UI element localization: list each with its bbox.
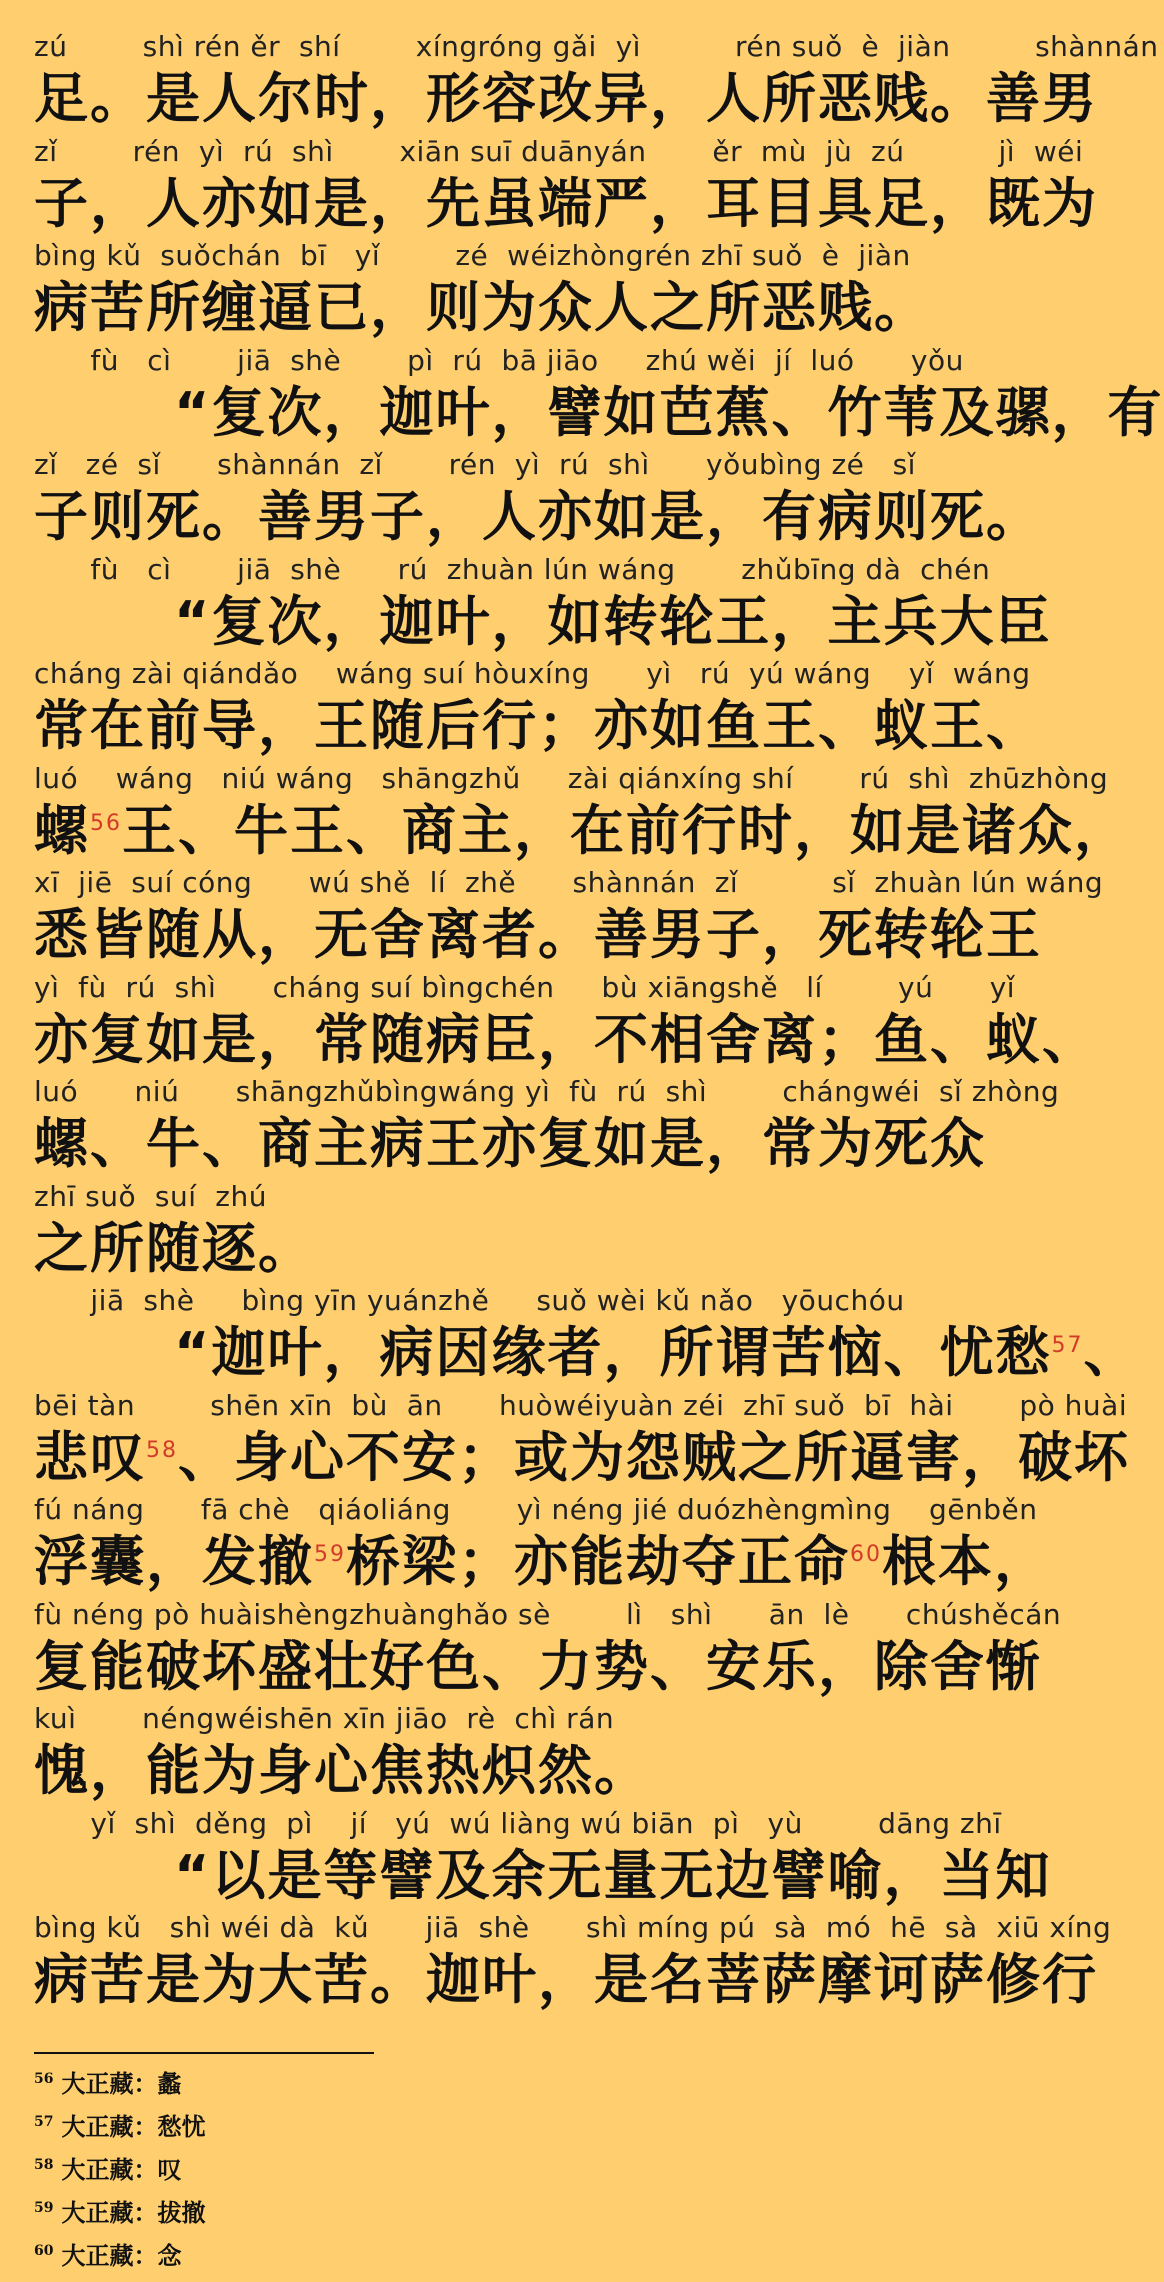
pinyin-line: zú shì rén ěr shí xíngróng gǎi yì rén suǒ è jiàn shànnán	[34, 30, 1159, 63]
hanzi-text: 浮囊，发撤	[34, 1530, 314, 1593]
hanzi-text: 、	[1083, 1321, 1140, 1384]
footnote-number: 60	[34, 2243, 54, 2259]
hanzi-text: “复次，迦叶，如转轮王，主兵大臣	[174, 589, 1052, 653]
pinyin-line: luó wáng niú wáng shāngzhǔ zài qiánxíng shí rú shì zhūzhòng	[34, 761, 1109, 795]
hanzi-line	[34, 695, 1046, 757]
text-line	[34, 1806, 1052, 1909]
text-line	[34, 970, 1098, 1073]
text-line	[34, 1388, 1130, 1491]
pinyin-line: zǐ rén yì rú shì xiān suī duānyán ěr mù jù zú jì wéi	[34, 134, 1084, 168]
text-line	[34, 134, 1098, 237]
text-line	[34, 1493, 1050, 1595]
hanzi-line	[34, 1948, 1098, 2011]
text-line	[34, 1597, 1062, 1700]
footnote-ref[interactable]: 57	[1051, 1333, 1084, 1358]
pinyin-line: zǐ zé sǐ shànnán zǐ rén yì rú shì yǒubìng zé sǐ	[34, 448, 916, 481]
hanzi-line	[34, 1425, 1130, 1489]
hanzi-line	[34, 171, 1098, 235]
text-line	[34, 1702, 1046, 1804]
footnote-number: 59	[34, 2200, 54, 2216]
pinyin-line: fù cì jiā shè rú zhuàn lún wáng zhǔbīng dà chén	[34, 552, 991, 586]
hanzi-line	[34, 380, 1164, 444]
footnote-item	[34, 2232, 634, 2275]
hanzi-text: 桥梁；亦能劫夺正命	[346, 1530, 850, 1593]
hanzi-line	[34, 67, 1098, 130]
pinyin-line: yì fù rú shì cháng suí bìngchén bù xiāngshě lí yú yǐ	[34, 970, 1016, 1004]
hanzi-text: 子，人亦如是，先虽端严，耳目具足，既为	[34, 171, 1098, 235]
footnotes	[34, 2060, 634, 2275]
pinyin-line: zhī suǒ suí zhú	[34, 1179, 267, 1213]
footnote-item	[34, 2060, 634, 2103]
footnote-ref[interactable]: 58	[146, 1437, 178, 1463]
hanzi-text: 悲叹	[34, 1425, 146, 1489]
footnote-item	[34, 2189, 634, 2232]
pinyin-line: jiā shè bìng yīn yuánzhě suǒ wèi kǔ nǎo yōuchóu	[34, 1284, 905, 1317]
pinyin-line: kuì néngwéishēn xīn jiāo rè chì rán	[34, 1702, 615, 1735]
hanzi-line	[34, 904, 1046, 966]
footnote-text: 大正藏：念	[61, 2241, 182, 2270]
footnote-item	[34, 2146, 634, 2189]
pinyin-line: bìng kǔ suǒchán bī yǐ zé wéizhòngrén zhī suǒ è jiàn	[34, 239, 911, 272]
hanzi-line	[34, 1218, 1046, 1280]
hanzi-text: 螺、牛、商主病王亦复如是，常为死众	[34, 1112, 986, 1175]
text-line	[34, 657, 1046, 759]
text-line	[34, 343, 1164, 446]
pinyin-line: cháng zài qiándǎo wáng suí hòuxíng yì rú yú wáng yǐ wáng	[34, 657, 1031, 690]
hanzi-line	[34, 1530, 1050, 1593]
text-line	[34, 761, 1130, 864]
hanzi-line	[34, 1321, 1140, 1384]
hanzi-text: 、身心不安；或为怨贼之所逼害，破坏	[178, 1425, 1130, 1489]
footnote-divider	[34, 2052, 374, 2054]
footnote-text: 大正藏：拔撤	[61, 2198, 206, 2227]
text-line	[34, 1180, 1046, 1282]
hanzi-text: 根本，	[882, 1530, 1050, 1593]
hanzi-text: 愧，能为身心焦热炽然。	[34, 1739, 650, 1802]
hanzi-line	[34, 277, 1046, 339]
pinyin-line: fù cì jiā shè pì rú bā jiāo zhú wěi jí luó yǒu	[34, 343, 964, 377]
pinyin-line: fù néng pò huàishèngzhuànghǎo sè lì shì ān lè chúshěcán	[34, 1597, 1062, 1631]
hanzi-line	[34, 1740, 1046, 1802]
hanzi-text: “迦叶，病因缘者，所谓苦恼、忧愁	[174, 1321, 1052, 1384]
hanzi-text: 足。是人尔时，形容改异，人所恶贱。善男	[34, 67, 1098, 130]
hanzi-text: 王、牛王、商主，在前行时，如是诸众，	[122, 798, 1130, 862]
hanzi-text: 螺	[34, 798, 90, 862]
footnote-number: 58	[34, 2157, 54, 2173]
hanzi-text: “以是等譬及余无量无边譬喻，当知	[174, 1843, 1052, 1907]
hanzi-text: 子则死。善男子，人亦如是，有病则死。	[34, 485, 1042, 548]
text-line	[34, 866, 1104, 968]
footnote-text: 大正藏：愁忧	[61, 2112, 206, 2141]
pinyin-line: xī jiē suí cóng wú shě lí zhě shànnán zǐ sǐ zhuàn lún wáng	[34, 866, 1104, 899]
hanzi-line	[34, 1113, 1046, 1175]
hanzi-line	[34, 1636, 1046, 1698]
text-line	[34, 1911, 1112, 2013]
footnote-ref[interactable]: 60	[850, 1542, 882, 1567]
text-line	[34, 448, 1046, 550]
footnote-text: 大正藏：叹	[61, 2155, 182, 2184]
hanzi-line	[34, 589, 1052, 653]
text-line	[34, 1075, 1060, 1177]
pinyin-line: fú náng fā chè qiáoliáng yì néng jié duózhèngmìng gēnběn	[34, 1493, 1038, 1526]
text-line	[34, 30, 1159, 132]
pinyin-line: bēi tàn shēn xīn bù ān huòwéiyuàn zéi zhī suǒ bī hài pò huài	[34, 1388, 1128, 1422]
footnote-item	[34, 2103, 634, 2146]
hanzi-text: 病苦是为大苦。迦叶，是名菩萨摩诃萨修行	[34, 1948, 1098, 2011]
pinyin-line: bìng kǔ shì wéi dà kǔ jiā shè shì míng pú sà mó hē sà xiū xíng	[34, 1911, 1112, 1944]
footnote-ref[interactable]: 56	[90, 810, 122, 836]
hanzi-text: “复次，迦叶，譬如芭蕉、竹苇及骡，有	[174, 380, 1164, 444]
hanzi-text: 悉皆随从，无舍离者。善男子，死转轮王	[34, 903, 1042, 966]
hanzi-line	[34, 798, 1130, 862]
text-line	[34, 1284, 1140, 1386]
hanzi-text: 常在前导，王随后行；亦如鱼王、蚁王、	[34, 694, 1042, 757]
footnote-text: 大正藏：蠡	[61, 2069, 182, 2098]
footnote-number: 57	[34, 2114, 54, 2130]
hanzi-text: 病苦所缠逼已，则为众人之所恶贱。	[34, 276, 930, 339]
hanzi-line	[34, 486, 1046, 548]
pinyin-line: yǐ shì děng pì jí yú wú liàng wú biān pì yù dāng zhī	[34, 1806, 1002, 1840]
pinyin-line: luó niú shāngzhǔbìngwáng yì fù rú shì chángwéi sǐ zhòng	[34, 1075, 1060, 1108]
hanzi-text: 之所随逐。	[34, 1216, 314, 1280]
hanzi-text: 复能破坏盛壮好色、力势、安乐，除舍惭	[34, 1634, 1042, 1698]
text-line	[34, 552, 1052, 655]
footnote-ref[interactable]: 59	[314, 1542, 346, 1567]
footnote-number: 56	[34, 2071, 54, 2087]
hanzi-text: 亦复如是，常随病臣，不相舍离；鱼、蚁、	[34, 1007, 1098, 1071]
text-line	[34, 239, 1046, 341]
hanzi-line	[34, 1843, 1052, 1907]
hanzi-line	[34, 1007, 1098, 1071]
